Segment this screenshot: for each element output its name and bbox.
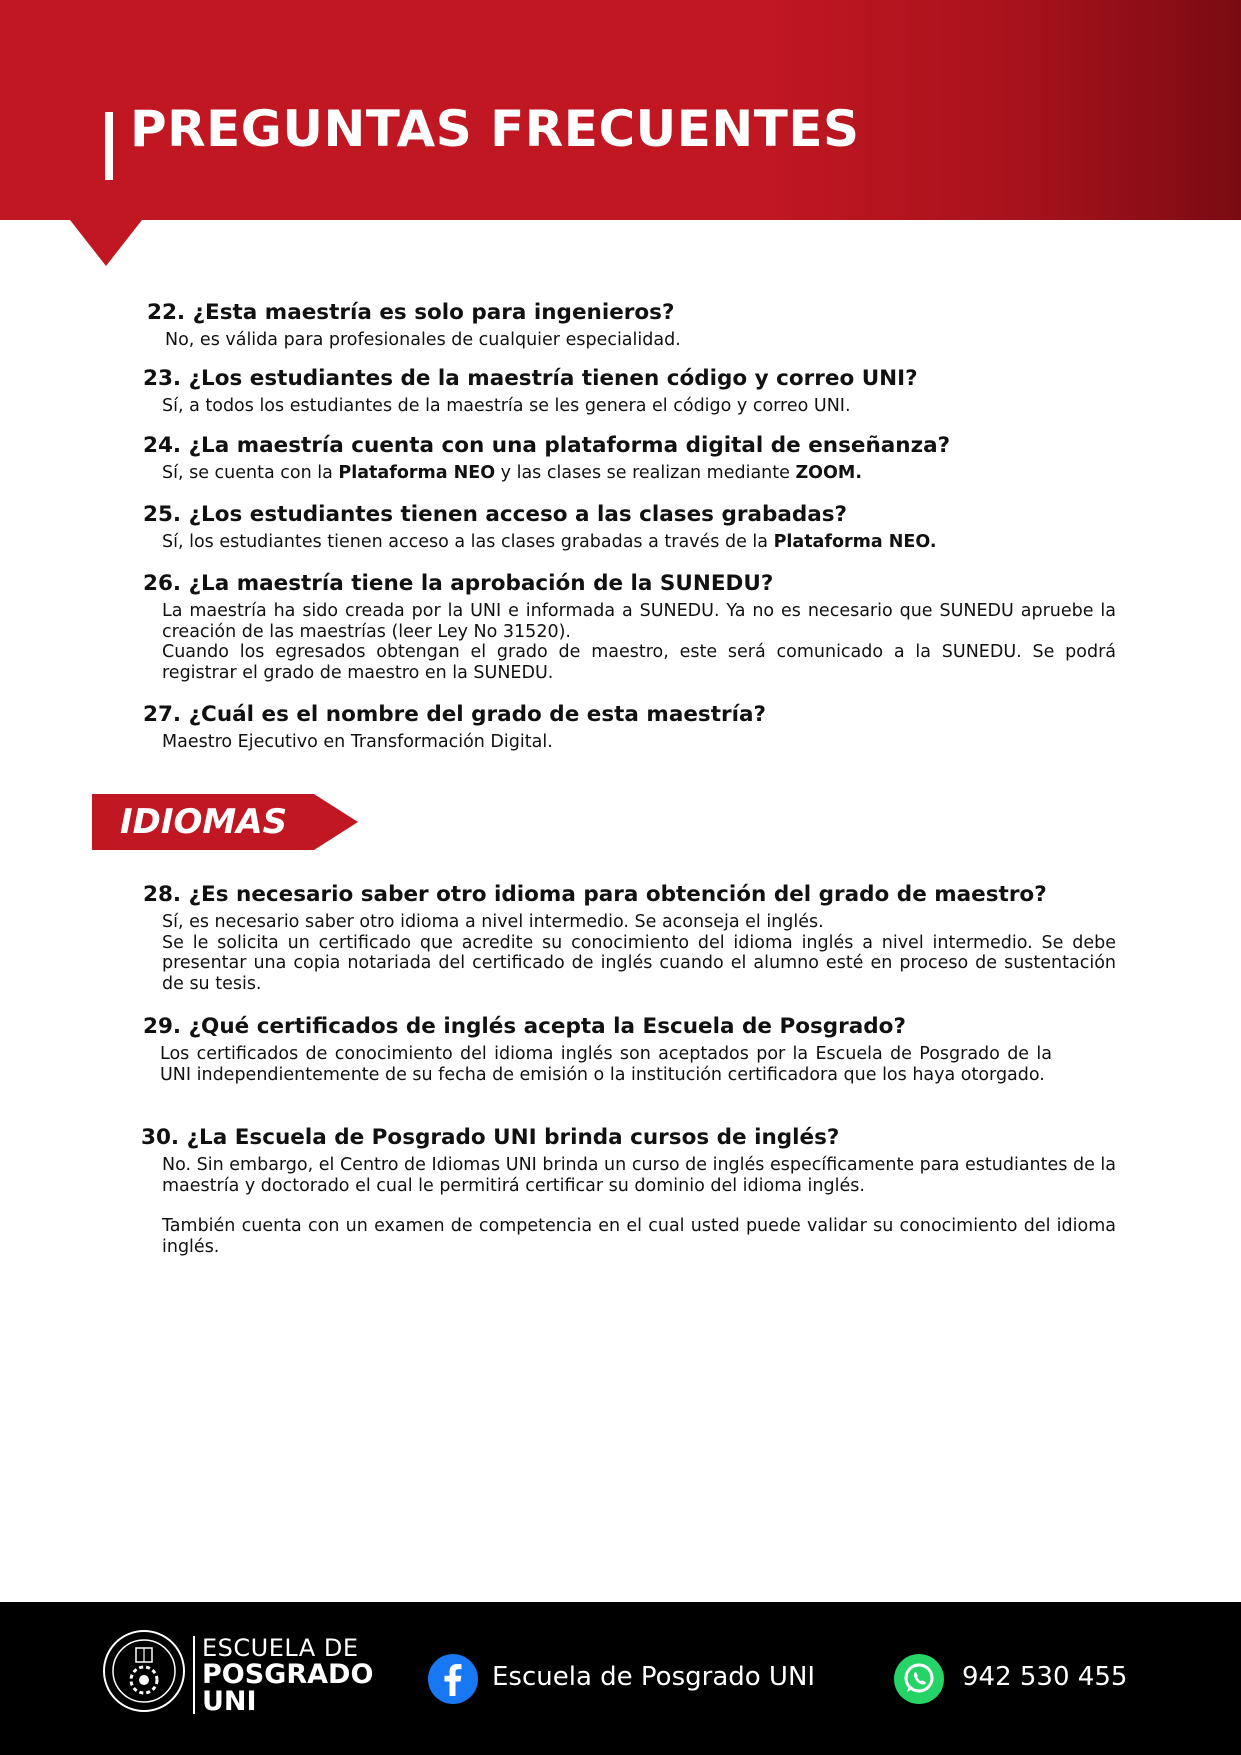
answer-paragraph [162, 396, 1122, 417]
answer-paragraph [162, 732, 1116, 753]
header-notch [70, 220, 142, 266]
faq-question: 29. ¿Qué certificados de inglés acepta la Escuela de Posgrado? [143, 1014, 906, 1039]
faq-answer [160, 1044, 1052, 1085]
answer-paragraph [162, 933, 1116, 995]
logo-line-3: UNI [202, 1686, 257, 1717]
faq-question: 24. ¿La maestría cuenta con una plataforma digital de enseñanza? [143, 433, 951, 458]
answer-emphasis: Plataforma NEO. [773, 532, 937, 552]
faq-answer [162, 732, 1116, 753]
answer-text: La maestría ha sido creada por la UNI e informada a SUNEDU. Ya no es necesario que SUNEDU apruebe la creación de las maestrías (leer Ley No 31520). [162, 601, 1116, 642]
faq-question: 25. ¿Los estudiantes tienen acceso a las clases grabadas? [143, 502, 848, 527]
facebook-icon[interactable] [428, 1654, 478, 1704]
faq-answer [162, 463, 1122, 484]
answer-text: Cuando los egresados obtengan el grado de maestro, este será comunicado a la SUNEDU. Se podrá registrar el grado de maestro en la SUNEDU. [162, 642, 1116, 683]
phone-number[interactable]: 942 530 455 [962, 1662, 1128, 1692]
school-logo-text [202, 1636, 373, 1715]
faq-question: 22. ¿Esta maestría es solo para ingenieros? [147, 300, 675, 325]
answer-emphasis: Plataforma NEO [338, 463, 496, 483]
answer-paragraph [162, 532, 1122, 553]
header-accent-bar [105, 112, 113, 180]
answer-text: Sí, a todos los estudiantes de la maestría se les genera el código y correo UNI. [162, 396, 851, 416]
faq-item [0, 366, 1241, 417]
faq-answer [165, 330, 1065, 351]
answer-text: No. Sin embargo, el Centro de Idiomas UNI brinda un curso de inglés específicamente para estudiantes de la maestría y doctorado el cual le permitirá certificar su dominio del idioma inglés. [162, 1155, 1116, 1196]
faq-question: 28. ¿Es necesario saber otro idioma para obtención del grado de maestro? [143, 882, 1047, 907]
whatsapp-icon[interactable] [894, 1654, 944, 1704]
answer-emphasis: ZOOM. [795, 463, 862, 483]
faq-question: 27. ¿Cuál es el nombre del grado de esta maestría? [143, 702, 766, 727]
faq-question: 26. ¿La maestría tiene la aprobación de la SUNEDU? [143, 571, 774, 596]
answer-text: Los certificados de conocimiento del idioma inglés son aceptados por la Escuela de Posgrado de la UNI independientemente de su fecha de emisión o la institución certificadora que los haya otorgado. [160, 1044, 1052, 1085]
answer-paragraph [162, 1155, 1116, 1196]
page-title: PREGUNTAS FRECUENTES [130, 100, 860, 158]
answer-text: Maestro Ejecutivo en Transformación Digital. [162, 732, 553, 752]
answer-paragraph [160, 1044, 1052, 1085]
university-seal-icon [102, 1618, 186, 1724]
logo-line-1: ESCUELA DE [202, 1634, 359, 1662]
answer-paragraph [162, 1216, 1116, 1257]
section-title: IDIOMAS [120, 802, 288, 842]
faq-answer [162, 601, 1116, 683]
faq-item [0, 300, 1241, 351]
section-tag-idiomas [92, 794, 358, 850]
faq-answer [162, 532, 1122, 553]
faq-item [0, 1014, 1241, 1085]
answer-paragraph [162, 642, 1116, 683]
faq-item [0, 702, 1241, 753]
answer-paragraph [165, 330, 1065, 351]
faq-answer [162, 396, 1122, 417]
faq-item [0, 502, 1241, 553]
logo-line-2: POSGRADO [202, 1659, 374, 1690]
page-header [0, 0, 1241, 220]
faq-answer [162, 912, 1116, 994]
answer-text: También cuenta con un examen de competencia en el cual usted puede validar su conocimiento del idioma inglés. [162, 1216, 1116, 1257]
faq-item [0, 571, 1241, 683]
paragraph-gap [162, 1196, 1116, 1216]
answer-text: Se le solicita un certificado que acredite su conocimiento del idioma inglés a nivel intermedio. Se debe presentar una copia notariada del certificado de inglés cuando el alumno esté en proceso de sustentación de su tesis. [162, 932, 1116, 994]
answer-text: y las clases se realizan mediante [495, 463, 796, 483]
answer-paragraph [162, 912, 1116, 933]
answer-text: No, es válida para profesionales de cualquier especialidad. [165, 330, 681, 350]
faq-item [0, 433, 1241, 484]
faq-item [0, 882, 1241, 994]
answer-text: Sí, se cuenta con la [162, 463, 339, 483]
faq-item [0, 1125, 1241, 1257]
answer-text: Sí, es necesario saber otro idioma a nivel intermedio. Se aconseja el inglés. [162, 912, 824, 932]
answer-paragraph [162, 601, 1116, 642]
faq-question: 30. ¿La Escuela de Posgrado UNI brinda cursos de inglés? [141, 1125, 840, 1150]
facebook-link[interactable]: Escuela de Posgrado UNI [492, 1662, 816, 1692]
faq-question: 23. ¿Los estudiantes de la maestría tienen código y correo UNI? [143, 366, 918, 391]
answer-paragraph [162, 463, 1122, 484]
page-footer [0, 1602, 1241, 1755]
answer-text: Sí, los estudiantes tienen acceso a las clases grabadas a través de la [162, 532, 774, 552]
logo-divider [193, 1636, 195, 1714]
faq-answer [162, 1155, 1116, 1257]
